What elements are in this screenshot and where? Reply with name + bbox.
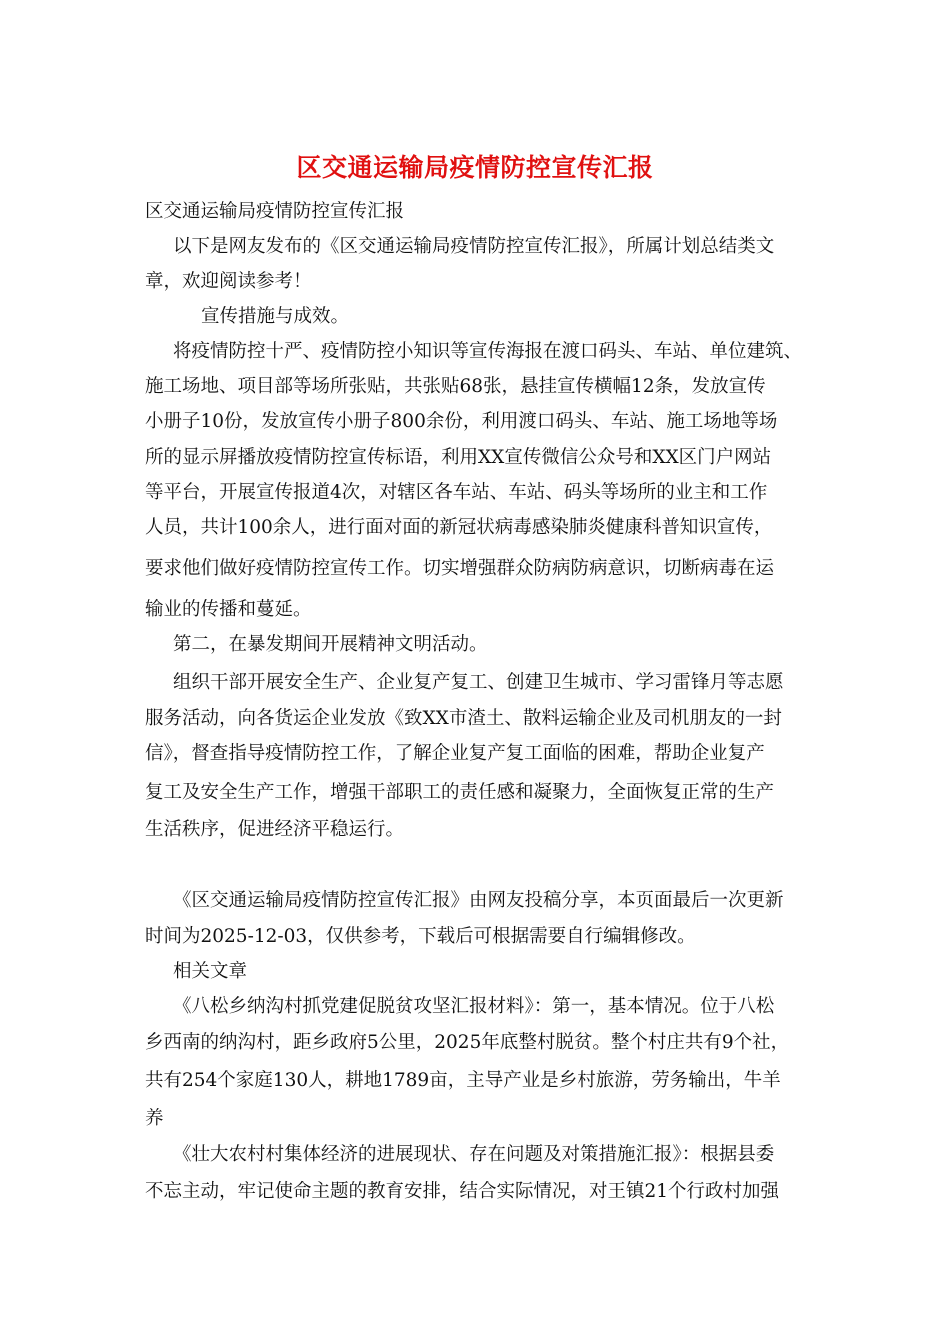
subtitle-line: 区交通运输局疫情防控宣传汇报 [145,201,405,222]
related-article-line: 乡西南的纳沟村，距乡政府5公里，2025年底整村脱贫。整个村庄共有9个社， [145,1032,790,1053]
paragraph-line: 服务活动，向各货运企业发放《致XX市渣土、散料运输企业及司机朋友的一封 [145,708,782,729]
paragraph-line: 施工场地、项目部等场所张贴，共张贴68张，悬挂宣传横幅12条，发放宣传 [145,376,766,397]
related-article-line: 《八松乡纳沟村抓党建促脱贫攻坚汇报材料》：第一，基本情况。位于八松 [173,996,775,1017]
related-article-line: 养 [145,1108,164,1129]
section-heading: 第二，在暴发期间开展精神文明活动。 [173,634,488,655]
paragraph-line: 小册子10份，发放宣传小册子800余份，利用渡口码头、车站、施工场地等场 [145,411,778,432]
related-article-line: 《壮大农村村集体经济的进展现状、存在问题及对策措施汇报》：根据县委 [173,1144,775,1165]
paragraph-line: 等平台，开展宣传报道4次，对辖区各车站、车站、码头等场所的业主和工作 [145,482,768,503]
paragraph-line: 信》，督查指导疫情防控工作，了解企业复产复工面临的困难，帮助企业复产 [145,743,765,764]
paragraph-line: 组织干部开展安全生产、企业复产复工、创建卫生城市、学习雷锋月等志愿 [173,672,784,693]
related-articles-heading: 相关文章 [173,961,248,982]
footer-note-line: 《区交通运输局疫情防控宣传汇报》由网友投稿分享，本页面最后一次更新 [173,890,784,911]
paragraph-line: 所的显示屏播放疫情防控宣传标语，利用XX宣传微信公众号和XX区门户网站 [145,447,772,468]
paragraph-line: 生活秩序，促进经济平稳运行。 [145,819,405,840]
paragraph-line: 输业的传播和蔓延。 [145,599,312,620]
intro-line: 章，欢迎阅读参考！ [145,271,312,292]
related-article-line: 共有254个家庭130人，耕地1789亩，主导产业是乡村旅游，劳务输出，牛羊 [145,1070,781,1091]
paragraph-line: 要求他们做好疫情防控宣传工作。切实增强群众防病防病意识，切断病毒在运 [145,558,775,579]
document-title: 区交通运输局疫情防控宣传汇报 [296,153,654,182]
footer-note-line: 时间为2025-12-03，仅供参考，下载后可根据需要自行编辑修改。 [145,926,696,947]
paragraph-line: 将疫情防控十严、疫情防控小知识等宣传海报在渡口码头、车站、单位建筑、 [173,341,803,362]
related-article-line: 不忘主动，牢记使命主题的教育安排，结合实际情况，对王镇21个行政村加强 [145,1181,780,1202]
intro-line: 以下是网友发布的《区交通运输局疫情防控宣传汇报》，所属计划总结类文 [173,236,775,257]
paragraph-line: 复工及安全生产工作，增强干部职工的责任感和凝聚力，全面恢复正常的生产 [145,782,775,803]
paragraph-line: 人员，共计100余人，进行面对面的新冠状病毒感染肺炎健康科普知识宣传， [145,517,773,538]
section-heading: 宣传措施与成效。 [201,306,350,327]
